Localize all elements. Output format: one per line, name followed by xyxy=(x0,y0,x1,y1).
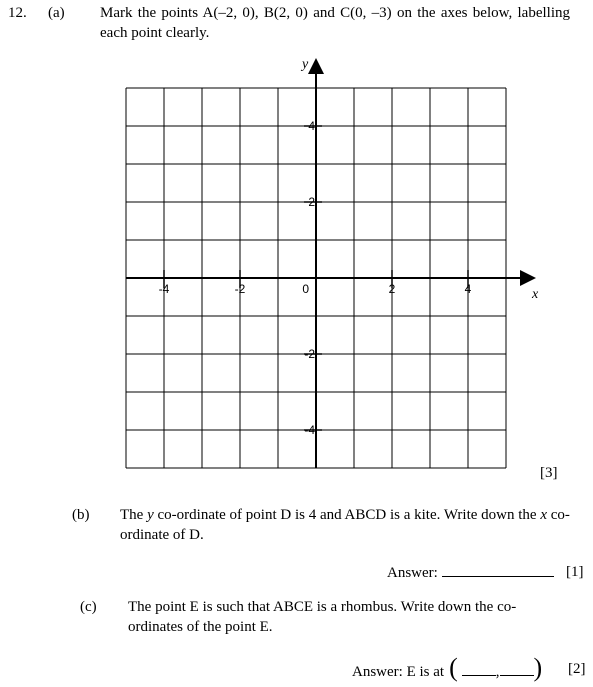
part-c-answer xyxy=(352,655,542,682)
part-b-var-y: y xyxy=(147,507,154,523)
x-tick-label: 2 xyxy=(388,282,396,296)
part-c-marks: [2] xyxy=(568,661,586,677)
part-c-y-blank[interactable] xyxy=(500,663,534,676)
part-b-label: (b) xyxy=(72,507,90,523)
part-b-text xyxy=(120,505,580,545)
part-c-label: (c) xyxy=(80,599,97,615)
part-b-text-pre: The xyxy=(120,507,148,523)
part-a-marks: [3] xyxy=(540,465,558,481)
y-tick-label: 4 xyxy=(308,119,315,133)
part-c-x-blank[interactable] xyxy=(462,663,496,676)
y-tick-label: -4 xyxy=(304,423,315,437)
y-tick-label: -2 xyxy=(304,347,315,361)
close-paren: ) xyxy=(533,653,543,682)
part-c-text: The point E is such that ABCE is a rhombus. Write down the co-ordinates of the point E. xyxy=(128,599,517,635)
part-b-answer-blank[interactable] xyxy=(442,562,554,577)
part-a-text: Mark the points A(–2, 0), B(2, 0) and C(0, –3) on the axes below, labelling each point clearly. xyxy=(100,5,570,41)
x-axis-label: x xyxy=(532,287,539,302)
part-b-marks: [1] xyxy=(566,564,584,580)
part-a-label: (a) xyxy=(48,5,65,21)
part-b-text-mid: co-ordinate of point D is 4 and ABCD is a kite. Write down the xyxy=(153,507,541,523)
part-c-comma: , xyxy=(495,664,500,680)
x-tick-label: 0 xyxy=(302,282,309,296)
part-b-text-post: co-ordinate of D. xyxy=(120,507,570,543)
question-number: 12. xyxy=(8,5,27,21)
part-b-var-x: x xyxy=(540,507,547,523)
y-tick-label: 2 xyxy=(308,195,315,209)
part-c-answer-label: Answer: E is at xyxy=(352,664,445,680)
y-axis-label: y xyxy=(302,57,309,72)
open-paren: ( xyxy=(449,653,458,682)
x-tick-label: 4 xyxy=(464,282,472,296)
x-tick-label: -4 xyxy=(158,282,170,296)
part-b-answer xyxy=(387,562,554,583)
part-b-answer-label: Answer: xyxy=(387,565,438,581)
x-tick-label: -2 xyxy=(234,282,246,296)
